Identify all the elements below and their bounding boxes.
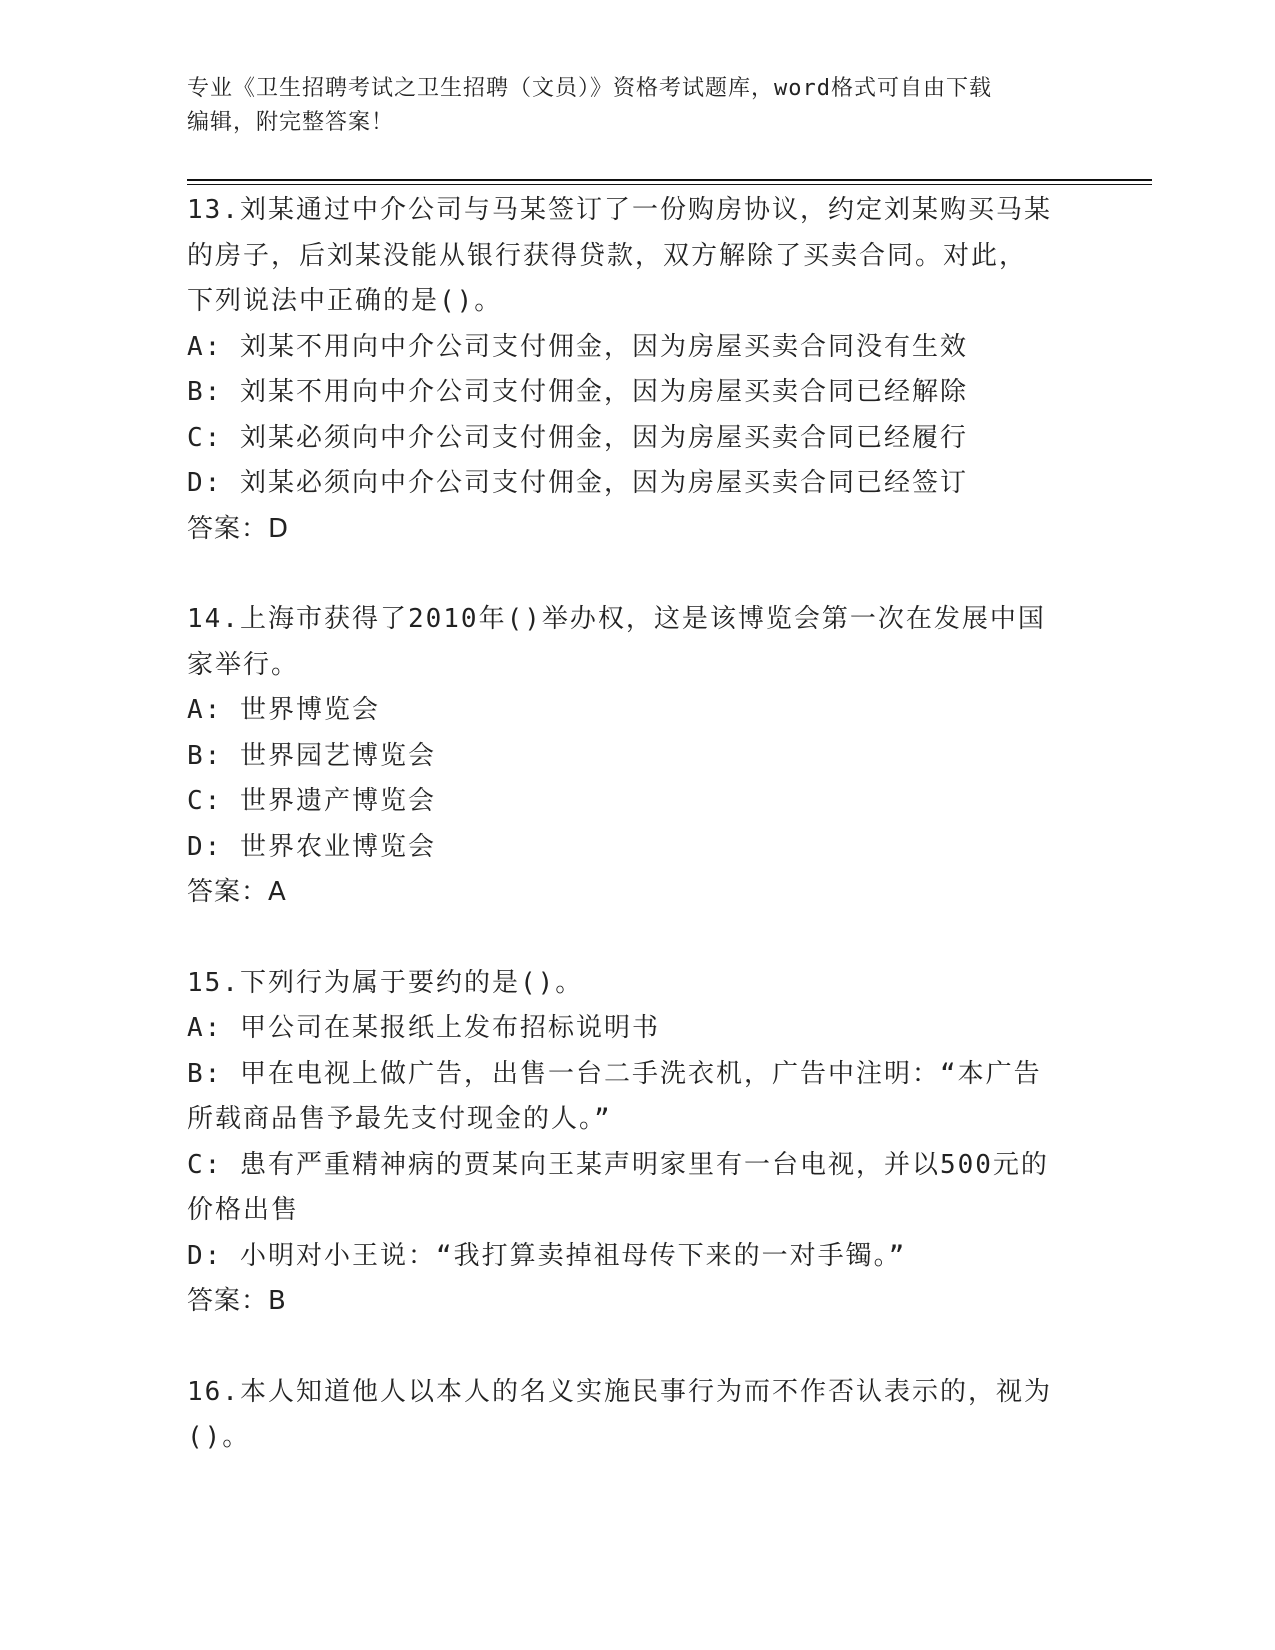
question-15 [187,961,1087,1325]
answer-label: 答案：B [187,1286,287,1316]
option-d: D: 刘某必须向中介公司支付佣金，因为房屋买卖合同已经签订 [187,468,968,498]
question-text: 的房子，后刘某没能从银行获得贷款，双方解除了买卖合同。对此， [187,240,1028,271]
question-text: 15.下列行为属于要约的是()。 [187,967,584,998]
option-c-continued: 价格出售 [187,1195,300,1225]
option-d: D: 世界农业博览会 [187,831,436,862]
question-text: 13.刘某通过中介公司与马某签订了一份购房协议，约定刘某购买马某 [187,195,1052,225]
header-divider-thick [187,179,1152,181]
question-14 [187,597,1087,916]
header-divider-thin [187,184,1152,185]
option-a: A: 甲公司在某报纸上发布招标说明书 [187,1013,660,1043]
option-d: D: 小明对小王说：“我打算卖掉祖母传下来的一对手镯。” [187,1240,907,1271]
header-line: 编辑，附完整答案！ [187,110,395,135]
question-text: 家举行。 [187,649,300,680]
question-text: ()。 [187,1422,251,1452]
option-b: B: 甲在电视上做广告，出售一台二手洗衣机，广告中注明：“本广告 [187,1058,1042,1089]
option-c: C: 世界遗产博览会 [187,786,436,816]
header-line: 专业《卫生招聘考试之卫生招聘（文员）》资格考试题库，word格式可自由下载 [187,76,992,101]
option-c: C: 患有严重精神病的贾某向王某声明家里有一台电视，并以500元的 [187,1149,1049,1180]
question-text: 16.本人知道他人以本人的名义实施民事行为而不作否认表示的，视为 [187,1376,1052,1407]
question-16 [187,1370,1087,1461]
option-c: C: 刘某必须向中介公司支付佣金，因为房屋买卖合同已经履行 [187,422,968,453]
option-b-continued: 所载商品售予最先支付现金的人。” [187,1104,612,1134]
option-b: B: 刘某不用向中介公司支付佣金，因为房屋买卖合同已经解除 [187,377,968,407]
question-13 [187,188,1087,552]
option-a: A: 刘某不用向中介公司支付佣金，因为房屋买卖合同没有生效 [187,331,968,362]
question-list [187,188,1087,1506]
question-text: 下列说法中正确的是()。 [187,286,503,316]
answer-label: 答案：A [187,877,287,907]
question-text: 14.上海市获得了2010年()举办权，这是该博览会第一次在发展中国 [187,604,1046,634]
document-header [187,72,1087,140]
option-b: B: 世界园艺博览会 [187,740,436,771]
answer-label: 答案：D [187,513,290,544]
option-a: A: 世界博览会 [187,695,380,725]
